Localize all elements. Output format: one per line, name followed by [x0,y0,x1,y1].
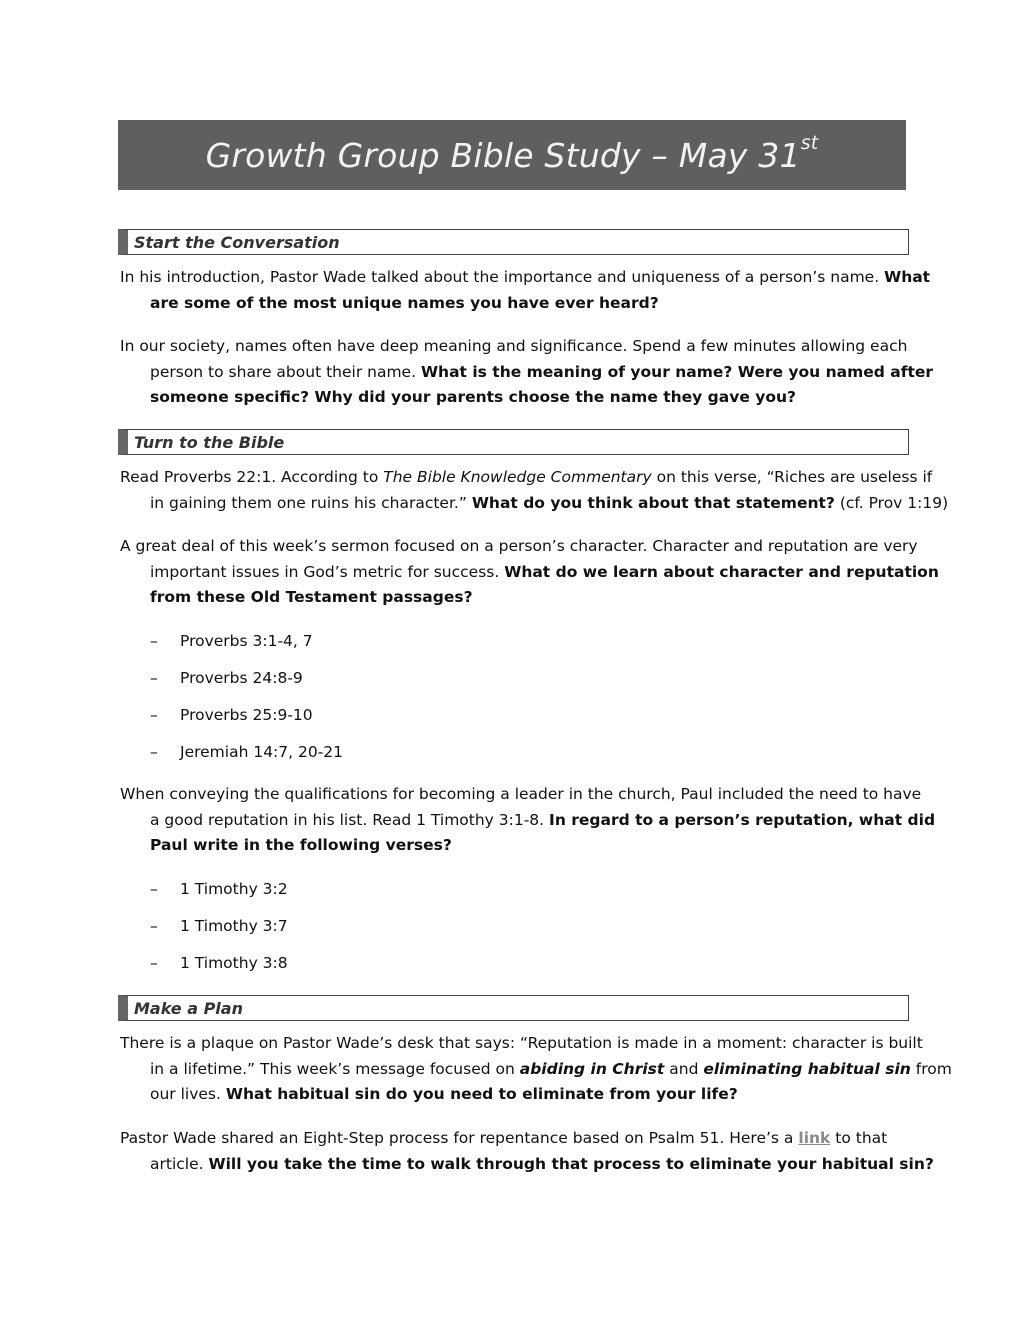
list-item: – 1 Timothy 3:7 [150,917,288,935]
paragraph-proverbs-22: Read Proverbs 22:1. According to The Bible Knowledge Commentary on this verse, “Riches are useless if in gaining them one ruins his character.” What do you think about that statement? (cf. Prov 1:19) [120,468,949,512]
list-item: – Proverbs 25:9-10 [150,706,313,724]
title-superscript: st [800,131,819,154]
section-heading-turn-to-bible: Turn to the Bible [118,429,909,455]
section-heading-make-a-plan: Make a Plan [118,995,909,1021]
list-item: – Jeremiah 14:7, 20-21 [150,743,344,761]
list-item: – 1 Timothy 3:2 [150,880,288,898]
paragraph-paul-qualifications: When conveying the qualifications for becoming a leader in the church, Paul included the need to have a good reputation in his list. Read 1 Timothy 3:1-8. In regard to a person’s reputation, what did Paul write in the following verses? [120,785,936,854]
section-heading-start-conversation: Start the Conversation [118,229,909,255]
list-item: – Proverbs 3:1-4, 7 [150,632,313,650]
paragraph-plaque: There is a plaque on Pastor Wade’s desk that says: “Reputation is made in a moment: character is built in a lifetime.” This week’s message focused on abiding in Christ and eliminating habitual sin from our lives. What habitual sin do you need to eliminate from your life? [120,1034,952,1103]
paragraph-intro-names: In his introduction, Pastor Wade talked about the importance and uniqueness of a person’s name. What are some of the most unique names you have ever heard? [120,268,931,312]
page-title: Growth Group Bible Study – May 31st [205,131,819,175]
paragraph-name-meaning: In our society, names often have deep meaning and significance. Spend a few minutes allowing each person to share about their name. What is the meaning of your name? Were you named after someone specific? Why did your parents choose the name they gave you? [120,337,934,406]
list-item: – Proverbs 24:8-9 [150,669,303,687]
paragraph-eight-step: Pastor Wade shared an Eight-Step process for repentance based on Psalm 51. Here’s a link to that article. Will you take the time to walk through that process to eliminate your habitual sin? [120,1129,934,1173]
article-link[interactable]: link [798,1129,831,1147]
title-banner [118,120,906,190]
paragraph-character-reputation: A great deal of this week’s sermon focused on a person’s character. Character and reputation are very important issues in God’s metric for success. What do we learn about character and reputation from these Old Testament passages? [120,537,939,606]
list-item: – 1 Timothy 3:8 [150,954,288,972]
